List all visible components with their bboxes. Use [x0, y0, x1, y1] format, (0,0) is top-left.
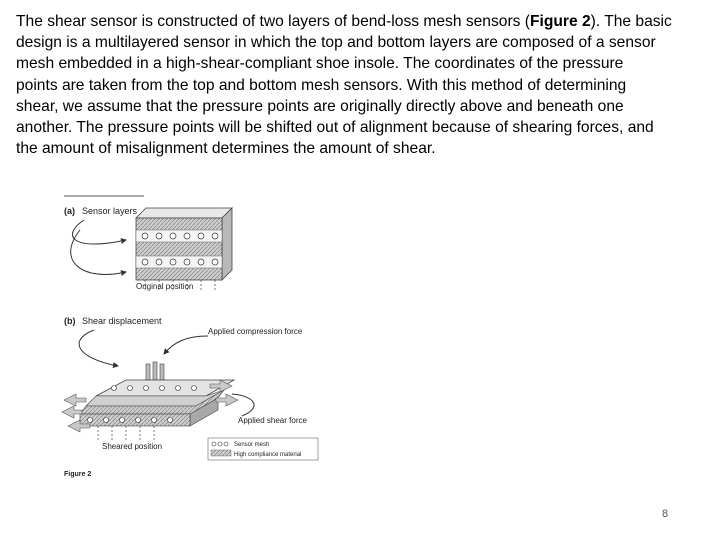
shear-force-label: Applied shear force [238, 416, 307, 425]
sheared-alignment-lines [98, 426, 154, 440]
sensor-arrow-top [72, 220, 126, 244]
paragraph-line: the amount of misalignment determines the amount of shear. [16, 140, 436, 158]
shear-force-pointer [232, 394, 254, 416]
figure-caption-stub: Figure 2 [64, 471, 92, 478]
legend [208, 438, 318, 460]
panel-b-tag: (b) [64, 316, 76, 326]
shear-displacement-arrow [79, 330, 118, 366]
paragraph-line: shear, we assume that the pressure points are originally directly above and beneath one [16, 97, 624, 115]
sensor-block-original [136, 208, 232, 280]
paragraph-line: mesh embedded in a high-shear-compliant shoe insole. The coordinates of the pressure [16, 55, 624, 73]
legend-mesh-label: Sensor mesh [234, 442, 270, 448]
page-number: 8 [662, 508, 669, 520]
figure-2 [56, 190, 336, 480]
panel-a-caption: Original position [136, 282, 194, 291]
paragraph-line: The shear sensor is constructed of two layers of bend-loss mesh sensors (Figure 2). The basic [16, 13, 672, 30]
panel-a-tag: (a) [64, 206, 75, 216]
panel-b-label: Shear displacement [82, 316, 162, 326]
compression-label: Applied compression force [208, 327, 303, 336]
paragraph-line: points are taken from the top and bottom mesh sensors. With this method of determining [16, 76, 627, 94]
legend-material-label: High compliance material [234, 452, 302, 458]
body-paragraph [16, 11, 706, 159]
panel-a-label: Sensor layers [82, 206, 138, 216]
figure-drawing [56, 190, 336, 480]
sensor-arrow-bottom [71, 230, 126, 274]
figure-reference: Figure 2 [529, 13, 591, 30]
sheared-caption: Sheared position [102, 442, 163, 451]
compression-pointer [164, 336, 208, 354]
paragraph-line: design is a multilayered sensor in which the top and bottom layers are composed of a sensor [16, 34, 656, 52]
paragraph-line: another. The pressure points will be shifted out of alignment because of shearing forces, and [16, 119, 654, 137]
